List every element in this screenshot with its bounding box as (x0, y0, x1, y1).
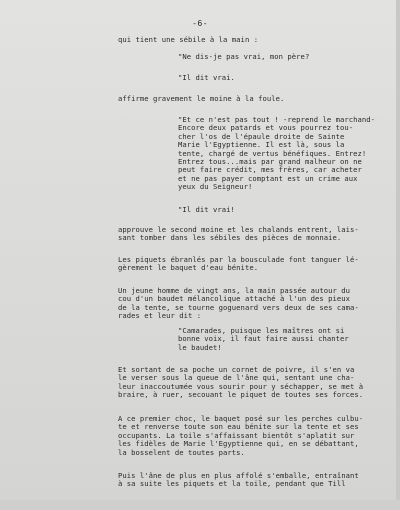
text-row: le verser sous la queue de l'âne qui, sentant une cha- (118, 373, 355, 383)
text-row: cou d'un baudet mélancolique attaché à l'un des pieux (118, 294, 350, 304)
text-row: te et renverse toute son eau bénite sur la tente et ses (118, 422, 359, 432)
text-row: "Et ce n'est pas tout ! -reprend le marchand- (178, 115, 375, 124)
text-row: Un jeune homme de vingt ans, la main passée autour du (118, 286, 350, 295)
text-paragraph (118, 472, 359, 489)
text-line: affirme gravement le moine à la foule. (118, 94, 285, 103)
text-paragraph (118, 287, 359, 321)
text-paragraph (118, 366, 363, 400)
text-row: tente, chargé de vertus bénéfiques. Entrez! (178, 148, 367, 158)
dialogue-line: "Il dit vrai! (178, 205, 235, 214)
text-row: braire, à ruer, secouant le piquet de toutes ses forces. (118, 390, 364, 400)
text-row: de la tente, se tourne goguenard vers deux de ses cama- (118, 302, 359, 312)
dialogue-line: "Il dit vrai. (178, 73, 235, 82)
text-row: Et sortant de sa poche un cornet de poivre, il s'en va (118, 365, 355, 374)
text-row: occupants. La toile s'affaissant bientôt s'aplatit sur (118, 430, 355, 440)
text-row: Encore deux patards et vous pourrez tou- (178, 123, 354, 133)
text-row: leur inaccoutumée vous sourir pour y séchapper, se met à (118, 381, 364, 391)
text-row: le baudet! (178, 342, 222, 352)
text-row: Puis l'âne de plus en plus affolé s'emballe, entraînant (118, 471, 359, 480)
text-row: yeux du Seigneur! (178, 182, 253, 192)
text-row: cher l'os de l'épaule droite de Sainte (178, 131, 345, 141)
text-row: Les piquets ébranlés par la bousculade font tanguer lé- (118, 255, 359, 264)
text-row: Marie l'Egyptienne. Il est là, sous la (178, 140, 345, 150)
text-paragraph (118, 226, 359, 243)
dialogue-paragraph (178, 327, 349, 352)
text-row: à sa suite les piquets et la toile, pendant que Till (118, 479, 346, 489)
text-row: sant tomber dans les sébiles des pièces de monnaie. (118, 233, 342, 243)
text-row: la bosselent de toutes parts. (118, 447, 245, 457)
text-row: et ne pas payer comptant est un crime aux (178, 173, 358, 183)
text-paragraph (118, 256, 359, 273)
text-row: rades et leur dit : (118, 311, 202, 321)
page-number: -6- (192, 18, 208, 28)
text-row: A ce premier choc, le baquet posé sur les perches culbu- (118, 414, 364, 423)
text-row: "Camarades, puisque les maîtres ont si (178, 326, 345, 335)
text-row: approuve le second moine et les chalands entrent, lais- (118, 225, 359, 234)
text-row: gèrement le baquet d'eau bénite. (118, 263, 259, 273)
text-paragraph (118, 415, 363, 457)
text-line: qui tient une sébile à la main : (118, 35, 259, 44)
dialogue-paragraph (178, 116, 375, 192)
dialogue-line: "Ne dis-je pas vrai, mon père? (178, 52, 310, 61)
text-row: peut faire crédit, mes frères, car acheter (178, 165, 362, 175)
text-row: bonne voix, il faut faire aussi chanter (178, 334, 349, 344)
text-row: Entrez tous...mais par grand malheur on ne (178, 157, 362, 167)
text-row: les fidèles de Marie l'Egyptienne qui, en se débattant, (118, 439, 359, 449)
